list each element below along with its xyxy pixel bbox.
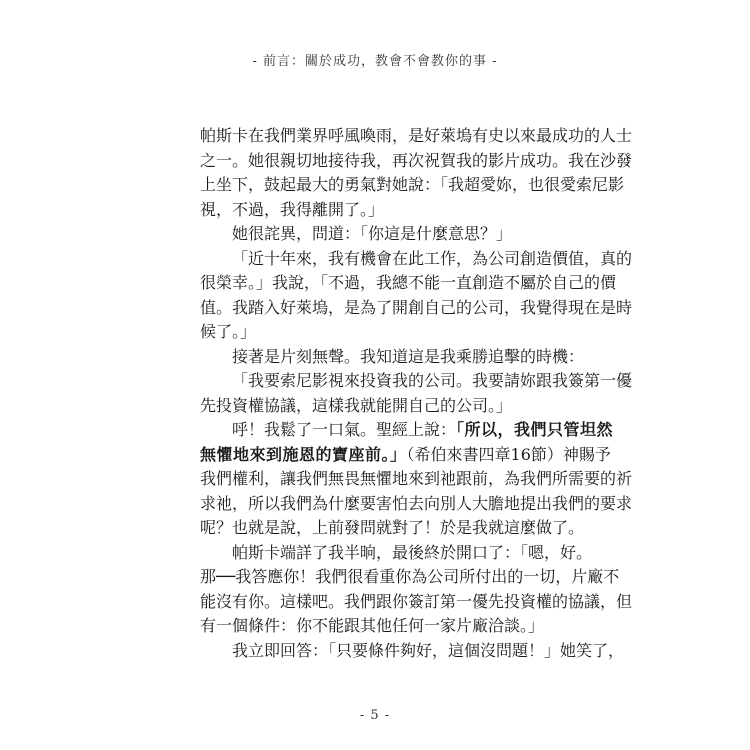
running-head: - 前言：關於成功，教會不會教你的事 - — [252, 54, 498, 69]
text-line — [200, 418, 614, 443]
text-line: 帕斯卡端詳了我半晌，最後終於開口了：「嗯，好。 — [232, 542, 593, 562]
text-line: 帕斯卡在我們業界呼風喚雨，是好萊塢有史以來最成功的人士 — [200, 126, 633, 145]
text-line: 候了。」 — [200, 322, 257, 341]
text-line: 值。我踏入好萊塢，是為了開創自己的公司，我覺得現在是時 — [200, 297, 633, 317]
scripture-reference: （希伯來書四章16節）神賜予 — [406, 444, 611, 464]
paragraph-8 — [200, 639, 625, 664]
text-line: 呢？也就是說，上前發問就對了！於是我就這麼做了。 — [200, 518, 585, 537]
text-line: 那──我答應你！我們很看重你為公司所付出的一切，片廠不 — [200, 567, 620, 586]
text-line: 我立即回答：「只要條件夠好，這個沒問題！」她笑了， — [232, 640, 625, 660]
paragraph-4 — [200, 345, 585, 370]
scripture-quote: 無懼地來到施恩的寶座前。」 — [200, 444, 407, 464]
text-line: 「我要索尼影視來投資我的公司。我要請妳跟我簽第一優 — [232, 371, 633, 390]
paragraph-1 — [200, 124, 633, 222]
text-line: 「近十年來，我有機會在此工作，為公司創造價值，真的 — [232, 248, 633, 268]
text-line — [200, 443, 611, 468]
text-line: 上坐下，鼓起最大的勇氣對她說：「我超愛妳，也很愛索尼影 — [200, 175, 625, 194]
text-line: 能沒有你。這樣吧。我們跟你簽訂第一優先投資權的協議，但 — [200, 591, 633, 611]
page-number: - 5 - — [359, 708, 391, 723]
paragraph-6 — [200, 418, 633, 541]
text-line: 之一。她很親切地接待我，再次祝賀我的影片成功。我在沙發 — [200, 150, 633, 170]
text-line: 視，不過，我得離開了。」 — [200, 199, 385, 219]
text-line: 先投資權協議，這樣我就能開自己的公司。」 — [200, 395, 513, 415]
text-line: 求祂，所以我們為什麼要害怕去向別人大膽地提出我們的要求 — [200, 493, 633, 513]
text-line: 接著是片刻無聲。我知道這是我乘勝追擊的時機： — [232, 346, 585, 366]
scripture-quote: 「所以，我們只管坦然 — [456, 420, 614, 439]
text-segment: 呼！我鬆了一口氣。聖經上說： — [232, 420, 457, 439]
text-line: 她很詫異，問道：「你這是什麼意思？」 — [232, 224, 513, 243]
text-line: 有一個條件：你不能跟其他任何一家片廠洽談。」 — [200, 616, 545, 635]
paragraph-3 — [200, 247, 633, 345]
text-line: 我們權利，讓我們無畏無懼地來到祂跟前，為我們所需要的祈 — [200, 469, 633, 488]
text-line: 很榮幸。」我說，「不過，我總不能一直創造不屬於自己的價 — [200, 273, 617, 292]
paragraph-5 — [200, 369, 633, 418]
body-text — [200, 124, 633, 663]
paragraph-2 — [200, 222, 580, 247]
paragraph-7 — [200, 541, 633, 639]
